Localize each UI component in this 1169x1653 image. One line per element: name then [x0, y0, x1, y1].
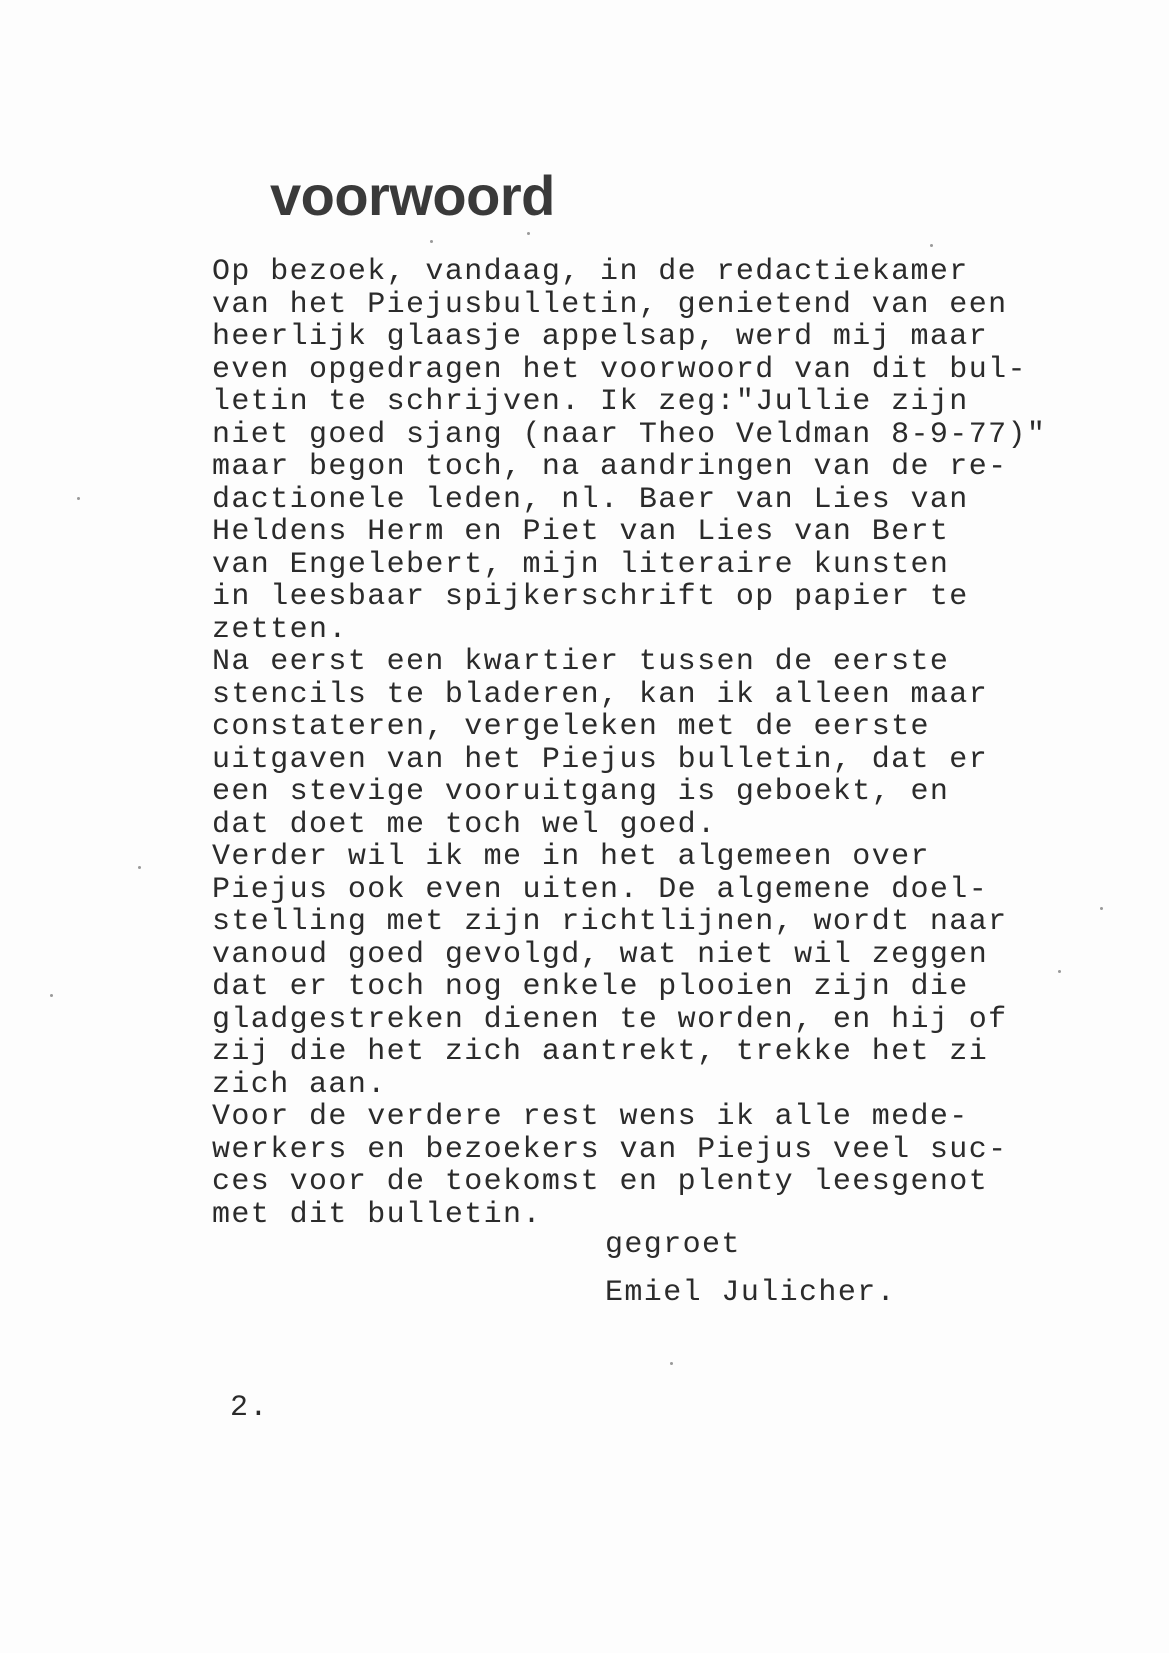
text-line: werkers en bezoekers van Piejus veel suc- — [212, 1132, 1008, 1167]
scan-speck — [138, 866, 141, 869]
text-line: Heldens Herm en Piet van Lies van Bert — [212, 515, 950, 549]
text-line: Verder wil ik me in het algemeen over — [212, 840, 930, 874]
text-line: dactionele leden, nl. Baer van Lies van — [212, 482, 969, 517]
text-line: Na eerst een kwartier tussen de eerste — [212, 645, 950, 679]
page-title: voorwoord — [270, 164, 555, 227]
scan-speck — [1058, 970, 1061, 973]
text-line: letin te schrijven. Ik zeg:"Jullie zijn — [212, 385, 969, 419]
scan-speck — [670, 1362, 673, 1365]
scan-speck — [930, 244, 933, 247]
text-line: in leesbaar spijkerschrift op papier te — [212, 580, 969, 614]
text-line: dat doet me toch wel goed. — [212, 807, 717, 842]
text-line: even opgedragen het voorwoord van dit bul- — [212, 352, 1027, 387]
text-line: zich aan. — [212, 1067, 387, 1102]
text-line: van het Piejusbulletin, genietend van een — [212, 287, 1008, 322]
text-line: Piejus ook even uiten. De algemene doel- — [212, 872, 989, 907]
text-line: maar begon toch, na aandringen van de re- — [212, 450, 1008, 484]
closing-greeting: gegroet — [605, 1228, 741, 1262]
text-line: gladgestreken dienen te worden, en hij of — [212, 1002, 1008, 1037]
text-line: van Engelebert, mijn literaire kunsten — [212, 547, 950, 582]
scan-speck — [1100, 907, 1103, 910]
text-line: heerlijk glaasje appelsap, werd mij maar — [212, 320, 989, 354]
text-line: met dit bulletin. — [212, 1197, 542, 1232]
text-line: vanoud goed gevolgd, wat niet wil zeggen — [212, 937, 989, 972]
text-line: zetten. — [212, 612, 348, 647]
text-line: stelling met zijn richtlijnen, wordt naar — [212, 905, 1008, 939]
text-line: niet goed sjang (naar Theo Veldman 8-9-77)" — [212, 417, 1047, 452]
text-line: dat er toch nog enkele plooien zijn die — [212, 970, 969, 1004]
text-line: Op bezoek, vandaag, in de redactiekamer — [212, 255, 969, 289]
signature: Emiel Julicher. — [605, 1276, 897, 1310]
scan-speck — [50, 994, 53, 997]
scan-speck — [430, 240, 433, 243]
text-line: ces voor de toekomst en plenty leesgenot — [212, 1165, 989, 1199]
text-line: stencils te bladeren, kan ik alleen maar — [212, 677, 989, 712]
text-line: een stevige vooruitgang is geboekt, en — [212, 775, 950, 809]
scan-speck — [527, 232, 530, 235]
scan-speck — [77, 497, 80, 500]
text-line: Voor de verdere rest wens ik alle mede- — [212, 1100, 969, 1134]
body-text — [212, 256, 1046, 1231]
text-line: zij die het zich aantrekt, trekke het zi — [212, 1035, 989, 1069]
text-line: uitgaven van het Piejus bulletin, dat er — [212, 742, 989, 777]
page-number: 2. — [230, 1391, 269, 1425]
text-line: constateren, vergeleken met de eerste — [212, 710, 930, 744]
